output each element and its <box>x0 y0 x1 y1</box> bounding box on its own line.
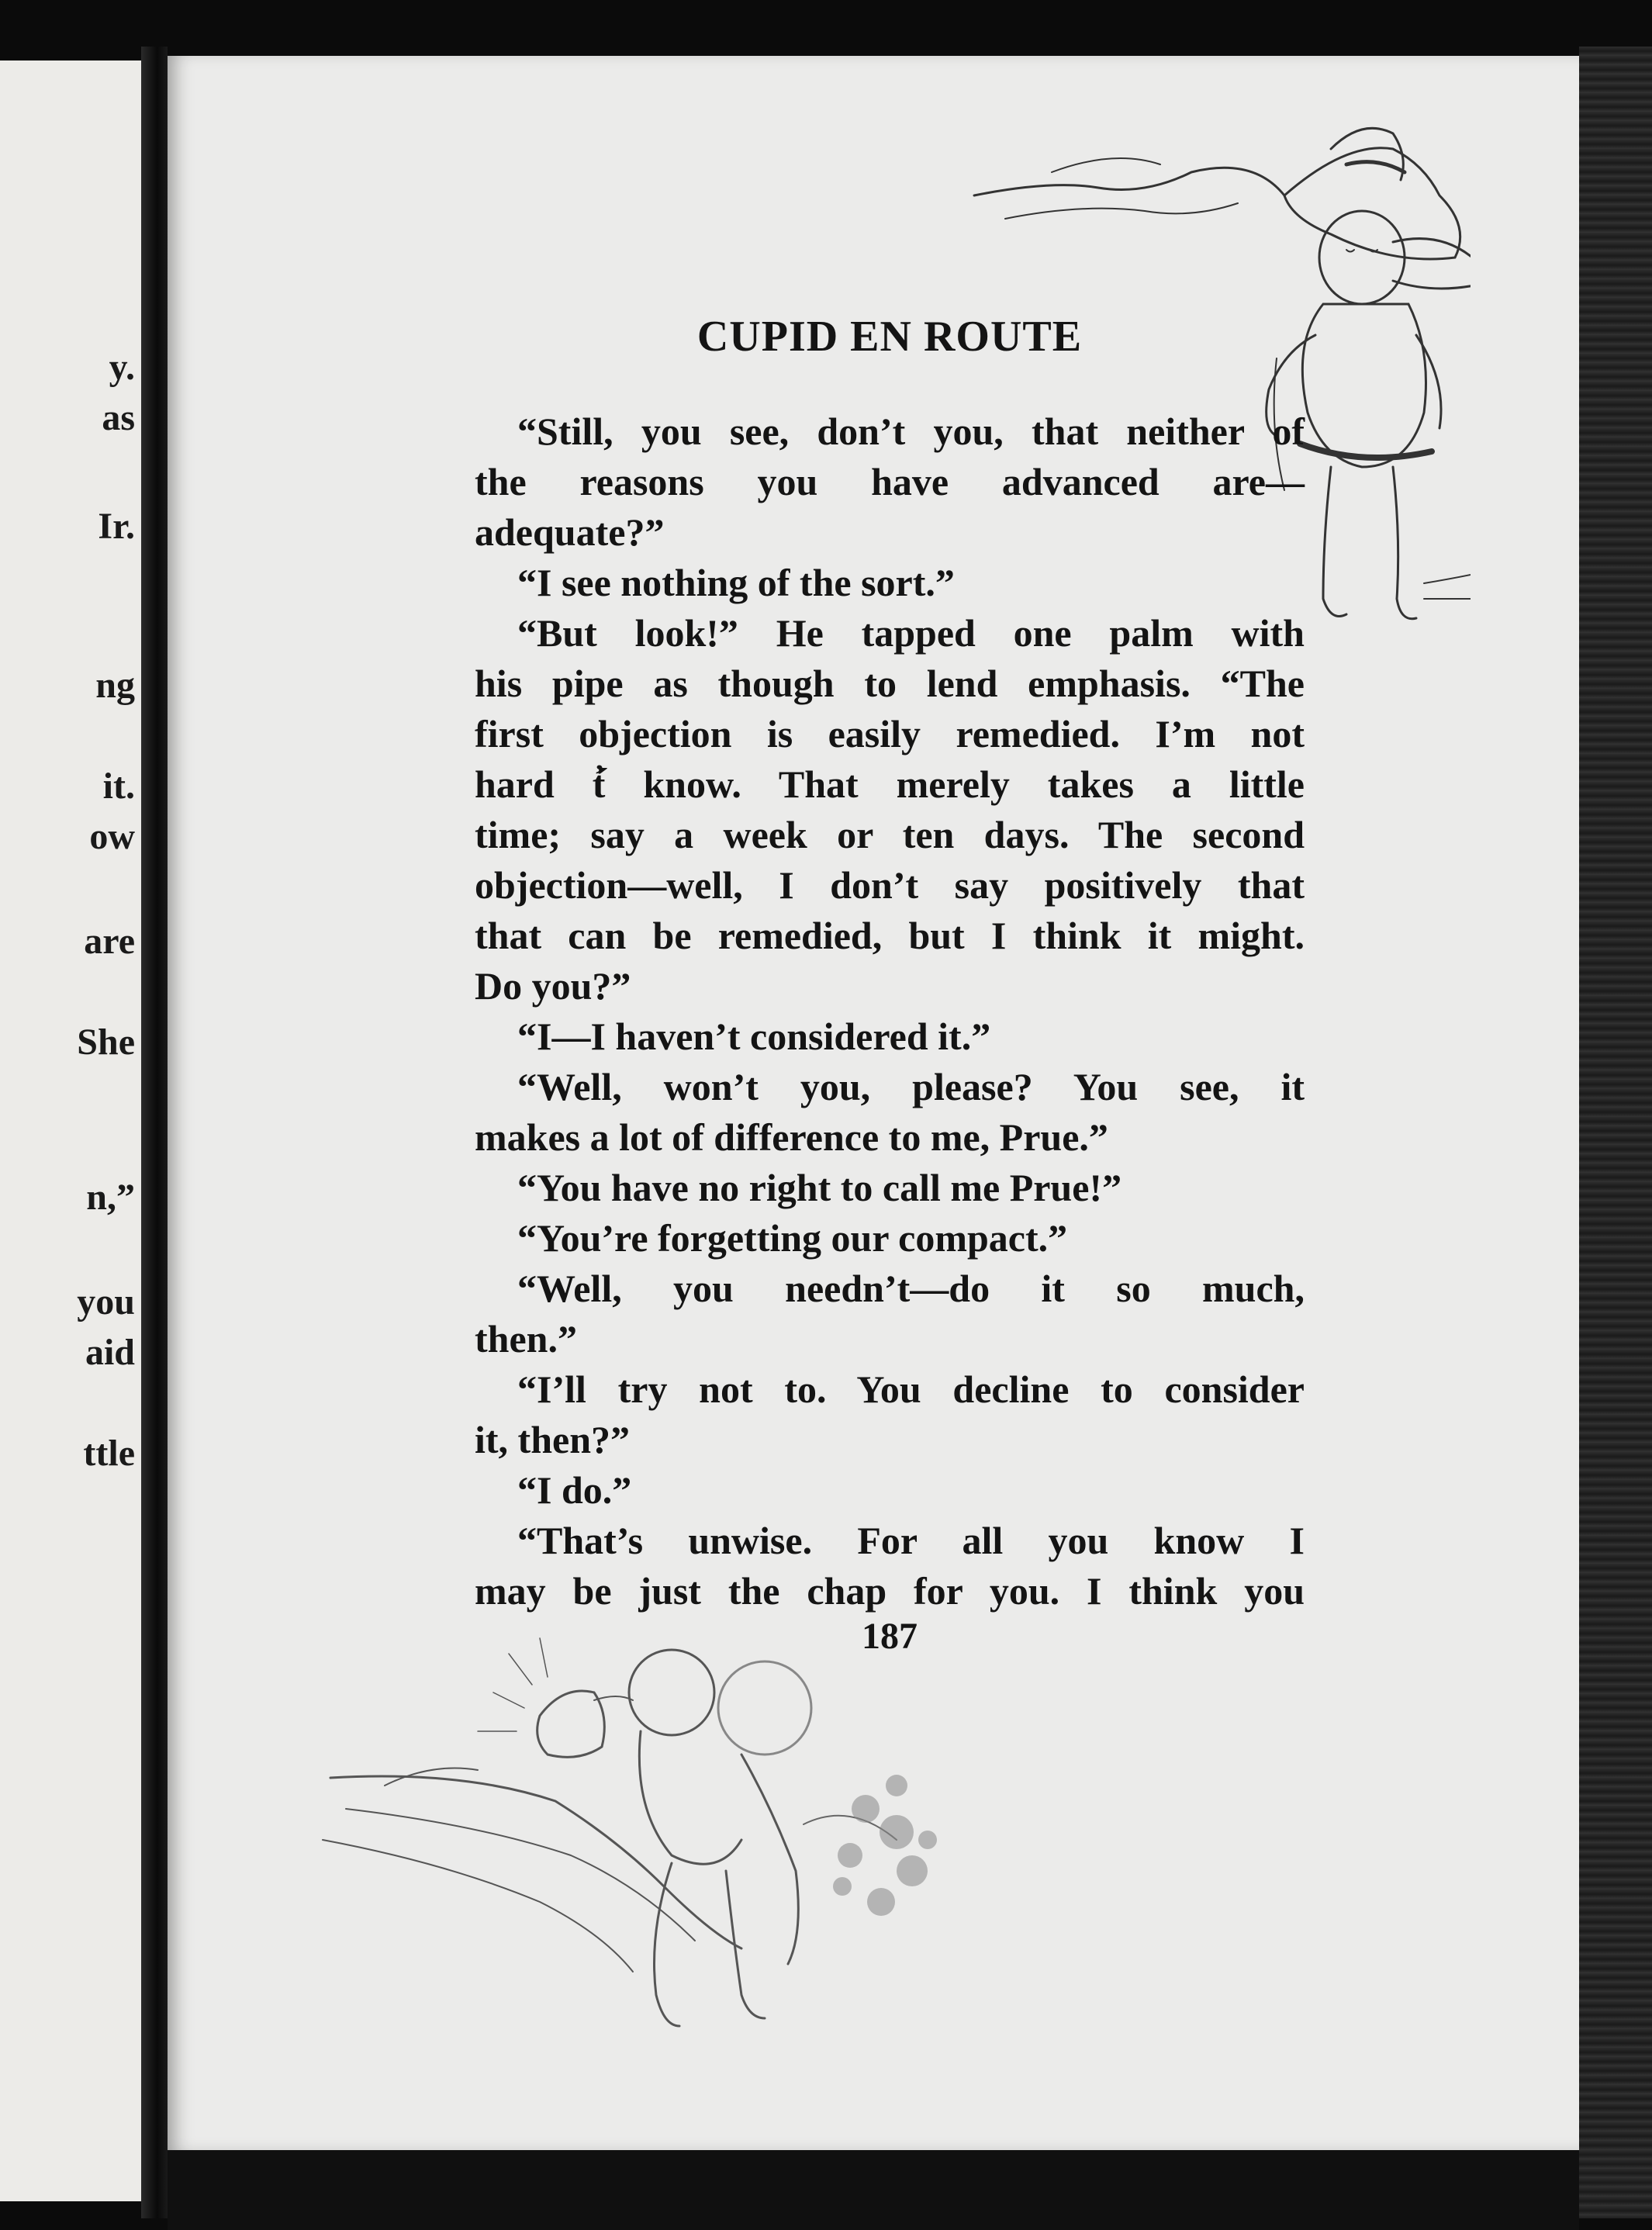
scan-border-bottom <box>168 2150 1579 2230</box>
page-number: 187 <box>862 1616 918 1657</box>
left-page-fragment: aid <box>85 1332 135 1373</box>
left-page-fragment: as <box>102 397 135 438</box>
text-line: “That’s unwise. For all you know I <box>517 1519 1305 1562</box>
left-page-edge <box>0 61 141 2201</box>
text-line: the reasons you have advanced are— <box>475 460 1305 503</box>
book-spine <box>141 47 168 2218</box>
text-line: may be just the chap for you. I think you <box>475 1569 1305 1613</box>
text-line: makes a lot of difference to me, Prue.” <box>475 1115 1108 1159</box>
body-text <box>475 406 1305 1616</box>
text-line: it, then?” <box>475 1418 630 1461</box>
text-line: “I’ll try not to. You decline to consider <box>517 1367 1305 1411</box>
left-page-fragment: Ir. <box>98 506 135 547</box>
book-page <box>168 56 1579 2150</box>
left-page-fragment: you <box>77 1281 135 1322</box>
text-line: “I see nothing of the sort.” <box>517 561 955 604</box>
book-cover-edge <box>1579 47 1652 2218</box>
running-header: CUPID EN ROUTE <box>696 313 1083 361</box>
text-line: his pipe as though to lend emphasis. “The <box>475 662 1305 705</box>
text-line: “You have no right to call me Prue!” <box>517 1166 1122 1209</box>
left-page-fragment: ow <box>89 816 135 857</box>
text-line: Do you?” <box>475 964 631 1008</box>
left-page-fragment: y. <box>109 347 135 388</box>
cupids-bottom-illustration <box>307 1607 1238 2073</box>
text-line: “Well, you needn’t—do it so much, <box>517 1267 1305 1310</box>
text-line: “You’re forgetting our compact.” <box>517 1216 1068 1260</box>
text-line: time; say a week or ten days. The second <box>475 813 1305 856</box>
text-line: first objection is easily remedied. I’m not <box>475 712 1305 755</box>
left-page-fragment: n,” <box>86 1177 135 1218</box>
left-page-fragment: She <box>77 1022 135 1063</box>
left-page-fragment: are <box>84 921 135 962</box>
text-line: adequate?” <box>475 510 665 554</box>
text-line: hard t́̓ know. That merely takes a little <box>475 762 1305 806</box>
left-page-fragment: ng <box>95 665 135 706</box>
text-line: then.” <box>475 1317 577 1360</box>
text-line: “I—I haven’t considered it.” <box>517 1015 991 1058</box>
left-page-fragment: it. <box>102 766 135 807</box>
text-line: “I do.” <box>517 1468 632 1512</box>
text-line: that can be remedied, but I think it might. <box>475 914 1305 957</box>
text-line: “But look!” He tapped one palm with <box>517 611 1305 655</box>
left-page-fragment: ttle <box>83 1433 135 1474</box>
text-line: “Well, won’t you, please? You see, it <box>517 1065 1305 1108</box>
text-line: objection—well, I don’t say positively that <box>475 863 1305 907</box>
text-line: “Still, you see, don’t you, that neither of <box>517 410 1305 453</box>
